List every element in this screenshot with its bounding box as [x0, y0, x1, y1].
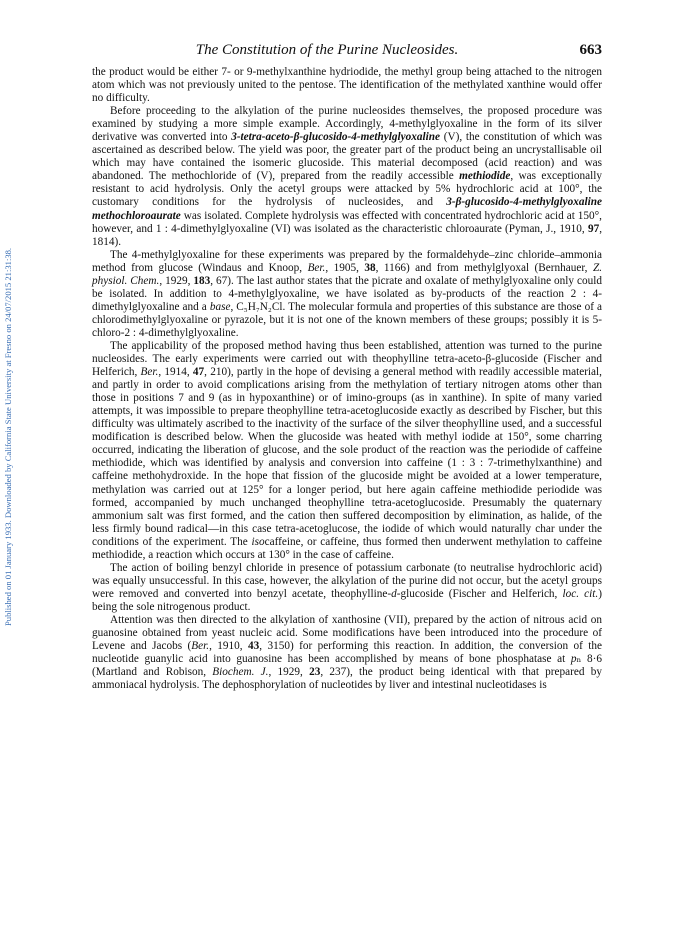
text-run: , 237), the product being identical with that prepared by ammoniacal hydrolysis. The dephosphorylation of nucleotides by liver and intestinal nucleotidases is	[92, 666, 603, 692]
paragraph	[92, 105, 602, 249]
running-title: The Constitution of the Purine Nucleosides.	[195, 42, 459, 58]
download-watermark-text: Published on 01 January 1933. Downloaded by California State University at Fresno on 24/07/2015 21:31:38.	[3, 247, 13, 626]
text-run: ) being the sole nitrogenous product.	[92, 587, 602, 613]
emphasis-run: Z. physiol. Chem.	[92, 261, 603, 287]
emphasis-run: loc. cit.	[562, 587, 599, 600]
emphasis-run: Ber.	[191, 640, 210, 653]
paragraph	[92, 249, 602, 340]
text-run: the product would be either 7- or 9-methylxanthine hydriodide, the methyl group being attached to the nitrogen atom which was not previously united to the pentose. The identification of the methylated xanthine would offer no difficulty.	[92, 66, 602, 105]
emphasis-run: 97	[587, 222, 600, 235]
paragraph	[92, 66, 602, 105]
text-run: , 1910,	[209, 640, 249, 653]
paragraph	[92, 562, 602, 614]
emphasis-run: p	[570, 653, 577, 666]
page-header	[92, 42, 602, 62]
emphasis-run: methiodide	[459, 170, 511, 183]
emphasis-run: 43	[248, 640, 260, 653]
download-watermark	[3, 96, 17, 626]
text-run: , 1929,	[159, 274, 194, 287]
emphasis-run: 47	[192, 366, 205, 379]
text-run: was isolated. Complete hydrolysis was effected with concentrated hydrochloric acid at 150°, however, and 1 : 4-dimethylglyoxaline (VI) was isolated as the characteristic chloroaurate (Pyman, J., 1910,	[92, 209, 602, 235]
emphasis-run: Ber.	[140, 366, 159, 379]
emphasis-run: Ber.	[307, 261, 326, 274]
text-run: Before proceeding to the alkylation of the purine nucleosides themselves, the proposed procedure was examined by studying a more simple example. Accordingly, 4-methylglyoxaline in the form of its silver derivative was converted into	[92, 105, 602, 144]
emphasis-run: d	[391, 587, 397, 600]
emphasis-run: 38	[364, 261, 376, 274]
page-number: 663	[579, 42, 602, 58]
emphasis-run: Biochem. J.	[212, 666, 269, 679]
text-run: , 1905,	[325, 261, 365, 274]
text-run: caffeine, or caffeine, thus formed then underwent methylation to caffeine methiodide, a reaction which occurs at 130° in the case of caffeine.	[92, 535, 602, 561]
text-run: , 1914,	[158, 366, 193, 379]
body-text	[92, 66, 602, 692]
text-run: The action of boiling benzyl chloride in presence of potassium carbonate (to neutralise hydrochloric acid) was equally unsuccessful. In this case, however, the alkylation of the purine did not occur, but the acetyl groups were removed and converted into benzyl acetate, theophylline-	[92, 561, 602, 600]
text-run: The applicability of the proposed method having thus been established, attention was turned to the purine nucleosides. The early experiments were carried out with theophylline tetra-aceto-β-glucoside (Fischer and Helferich,	[92, 339, 602, 379]
text-run: The 4-methylglyoxaline for these experiments was prepared by the formaldehyde–zinc chloride–ammonia method from glucose (Windaus and Knoop,	[92, 248, 602, 274]
emphasis-run: 183	[193, 274, 211, 287]
text-run: , 1814).	[92, 222, 602, 248]
text-run: , 1166) and from methylglyoxal (Bernhauer,	[375, 261, 593, 274]
text-run: , 210), partly in the hope of devising a general method with readily accessible material, and partly in order to avoid complications arising from the methylation of tertiary nitrogen atoms other than those in positions 7 and 9 (as in hypoxanthine) or of imino-groups (as in xanthine). In spite of many varied attempts, it was impossible to prepare theophylline tetra-acetoglucoside exactly as described by Fischer, but this difficulty was ultimately ascribed to the inactivity of the surface of the silver theophylline used, and a successful modification is described below. When the glucoside was heated with methyl iodide at 150°, some charring occurred, indicating the liberation of glucose, and the sole product of the reaction was the periodide of caffeine methiodide, which was identified by analysis and conversion into caffeine (1 : 3 : 7-trimethylxanthine) and caffeine methohydroxide. In the hope that fission of the glucoside might be avoided at a lower temperature, methylation was carried out at 125° for a longer period, but here again caffeine methiodide periodide was formed, accompanied by much unchanged theophylline tetra-acetoglucoside. Presumably the quaternary ammonium salt was first formed, and the cation then suffered decomposition by elimination, as halide, of the less firmly bound radical—in this case tetra-acetoglucose, the iodide of which would naturally char under the conditions of the experiment. The	[92, 366, 602, 548]
text-run: Attention was then directed to the alkylation of xanthosine (VII), prepared by the action of nitrous acid on guanosine obtained from yeast nucleic acid. Some modifications have been introduced into the procedure of Levene and Jacobs (	[92, 613, 602, 653]
emphasis-run: 3-β-glucosido-4-methylglyoxaline methochloroaurate	[92, 196, 602, 222]
emphasis-run: base	[209, 300, 231, 313]
text-run: , 1929,	[268, 666, 310, 679]
emphasis-run: iso	[251, 535, 265, 548]
text-run: , C₅H₇N₂Cl. The molecular formula and properties of this substance are those of a chlorodimethylglyoxaline or pyrazole, but it is not one of the known members of these groups; possibly it is 5-chloro-2 : 4-dimethylglyoxaline.	[92, 300, 602, 339]
text-run: -glucoside (Fischer and Helferich,	[396, 587, 563, 600]
emphasis-run: 23	[309, 666, 321, 679]
text-run: , 67). The last author states that the picrate and oxalate of methylglyoxaline only could be isolated. In addition to 4-methylglyoxaline, we have isolated as by-products of the reaction 2 : 4-dimethylglyoxaline and a	[92, 274, 603, 313]
paragraph	[92, 614, 602, 692]
text-run: (V), the constitution of which was ascertained as described below. The yield was poor, the greater part of the product being an uncrystallisable oil which may have contained the isomeric glucoside. This material decomposed (acid reaction) and was abandoned. The methochloride of (V), prepared from the readily accessible	[92, 131, 602, 183]
text-run: , was exceptionally resistant to acid hydrolysis. Only the acetyl groups were attacked by 5% hydrochloric acid at 100°, the customary conditions for the hydrolysis of nucleosides, and	[92, 170, 602, 209]
paragraph	[92, 340, 602, 562]
text-run: , 3150) for performing this reaction. In addition, the conversion of the nucleotide guanylic acid into guanosine has been accomplished by means of bone phosphatase at	[92, 640, 602, 666]
text-run: ₙ 8·6 (Martland and Robison,	[92, 653, 602, 679]
emphasis-run: 3-tetra-aceto-β-glucosido-4-methylglyoxaline	[231, 131, 441, 144]
